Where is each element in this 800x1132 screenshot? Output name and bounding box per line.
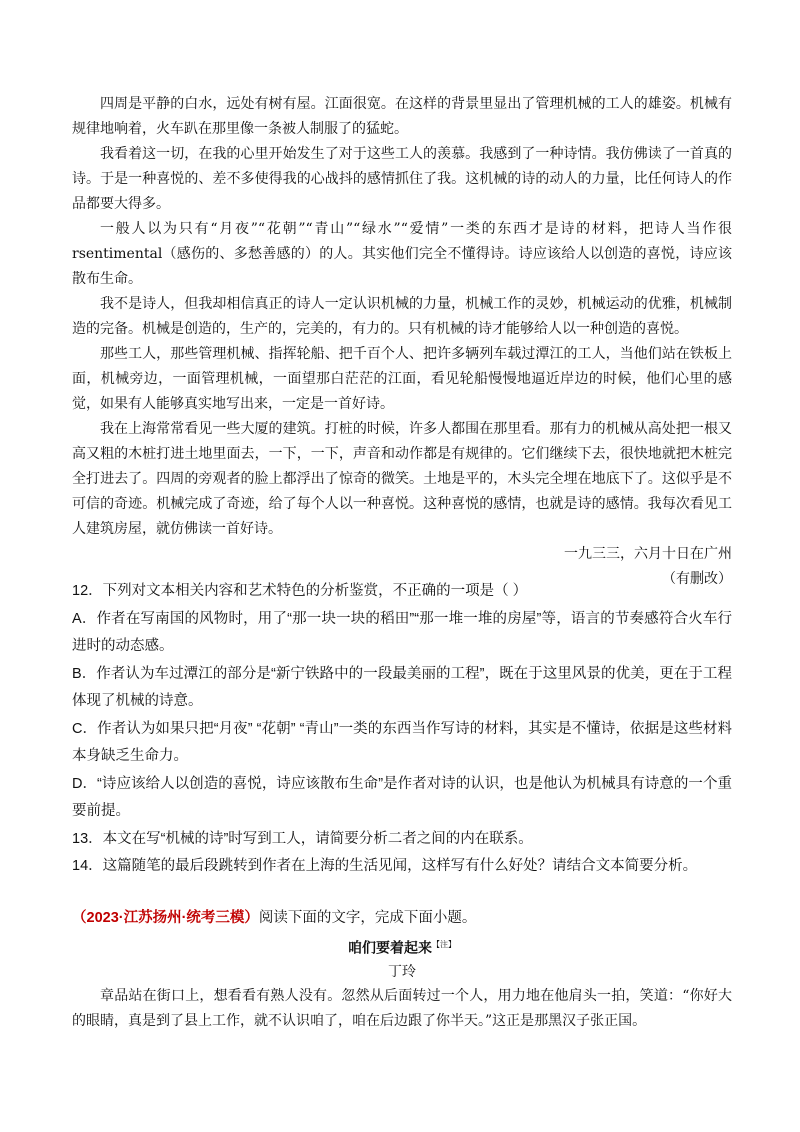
option-c: C．作者认为如果只把“月夜” “花朝” “青山”一类的东西当作写诗的材料，其实是不懂诗，依据是这些材料本身缺乏生命力。 [72,720,732,764]
essay-paragraph-3: 一般人以为只有“月夜”“花朝”“青山”“绿水”“爱情”一类的东西才是诗的材料，把诗人当作很 rsentimental（感伤的、多愁善感的）的人。其实他们完全不懂得诗。诗应该给人以创造的喜悦，诗应该散布生命。 [72,221,732,287]
essay-paragraph-1: 四周是平静的白水，远处有树有屋。江面很宽。在这样的背景里显出了管理机械的工人的雄姿。机械有规律地响着，火车趴在那里像一条被人制服了的猛蛇。 [72,96,732,137]
option-d: D．“诗应该给人以创造的喜悦，诗应该散布生命”是作者对诗的认识，也是他认为机械具有诗意的一个重要前提。 [72,775,732,819]
essay-paragraph-4: 我不是诗人，但我却相信真正的诗人一定认识机械的力量，机械工作的灵妙，机械运动的优雅，机械制造的完备。机械是创造的，生产的，完美的，有力的。只有机械的诗才能够给人以一种创造的喜悦。 [72,296,732,337]
essay-paragraph-5: 那些工人，那些管理机械、指挥轮船、把千百个人、把许多辆列车载过潭江的工人，当他们站在铁板上面，机械旁边，一面管理机械，一面望那白茫茫的江面，看见轮船慢慢地逼近岸边的时候，他们心里的感觉，如果有人能够真实地写出来，一定是一首好诗。 [72,346,732,412]
question-13: 13．本文在写“机械的诗”时写到工人，请简要分析二者之间的内在联系。 [72,830,533,847]
questions-block [72,578,732,881]
essay-date-place: 一九三三，六月十日在广州 [564,546,732,562]
section-intro [72,905,732,933]
story-paragraph-1: 章品站在街口上，想看看有熟人没有。忽然从后面转过一个人，用力地在他肩头一拍，笑道：“你好大的眼睛，真是到了县上工作，就不认识咱了，咱在后边跟了你半天。”这正是那黑汉子张正国。 [72,988,732,1030]
essay-paragraph-2: 我看着这一切，在我的心里开始发生了对于这些工人的羡慕。我感到了一种诗情。我仿佛读了一首真的诗。于是一种喜悦的、差不多使得我的心战抖的感情抓住了我。这机械的诗的动人的力量，比任何诗人的作品都要大得多。 [72,146,732,212]
title-note-marker: 【注】 [432,939,456,949]
essay-note: （有删改） [662,571,732,587]
story-title: 咱们要着起来 [348,940,432,957]
option-b: B．作者认为车过潭江的部分是“新宁铁路中的一段最美丽的工程”，既在于这里风景的优美，更在于工程体现了机械的诗意。 [72,665,732,709]
question-14: 14．这篇随笔的最后段跳转到作者在上海的生活见闻，这样写有什么好处？请结合文本简要分析。 [72,858,698,874]
question-12: 12．下列对文本相关内容和艺术特色的分析鉴赏，不正确的一项是（ ） [72,583,528,599]
option-a: A．作者在写南国的风物时，用了“那一块一块的稻田”“那一堆一堆的房屋”等，语言的节奏感符合火车行进时的动态感。 [72,610,732,654]
story-author: 丁玲 [388,964,416,981]
source-tag: （2023·江苏扬州·统考三模） [72,910,259,926]
story-title-line [72,933,732,961]
next-section [72,905,732,1034]
essay-paragraph-6: 我在上海常常看见一些大厦的建筑。打桩的时候，许多人都围在那里看。那有力的机械从高处把一根又高又粗的木桩打进土地里面去，一下，一下，声音和动作都是有规律的。它们继续下去，很快地就把木桩完全打进去了。四周的旁观者的脸上都浮出了惊奇的微笑。土地是平的，木头完全埋在地底下了。这似乎是不可信的奇迹。机械完成了奇迹，给了每个人以一种喜悦。这种喜悦的感情，也就是诗的感情。我每次看见工人建筑房屋，就仿佛读一首好诗。 [72,421,732,537]
essay-body [72,92,732,592]
section-instruction: 阅读下面的文字，完成下面小题。 [258,910,477,926]
